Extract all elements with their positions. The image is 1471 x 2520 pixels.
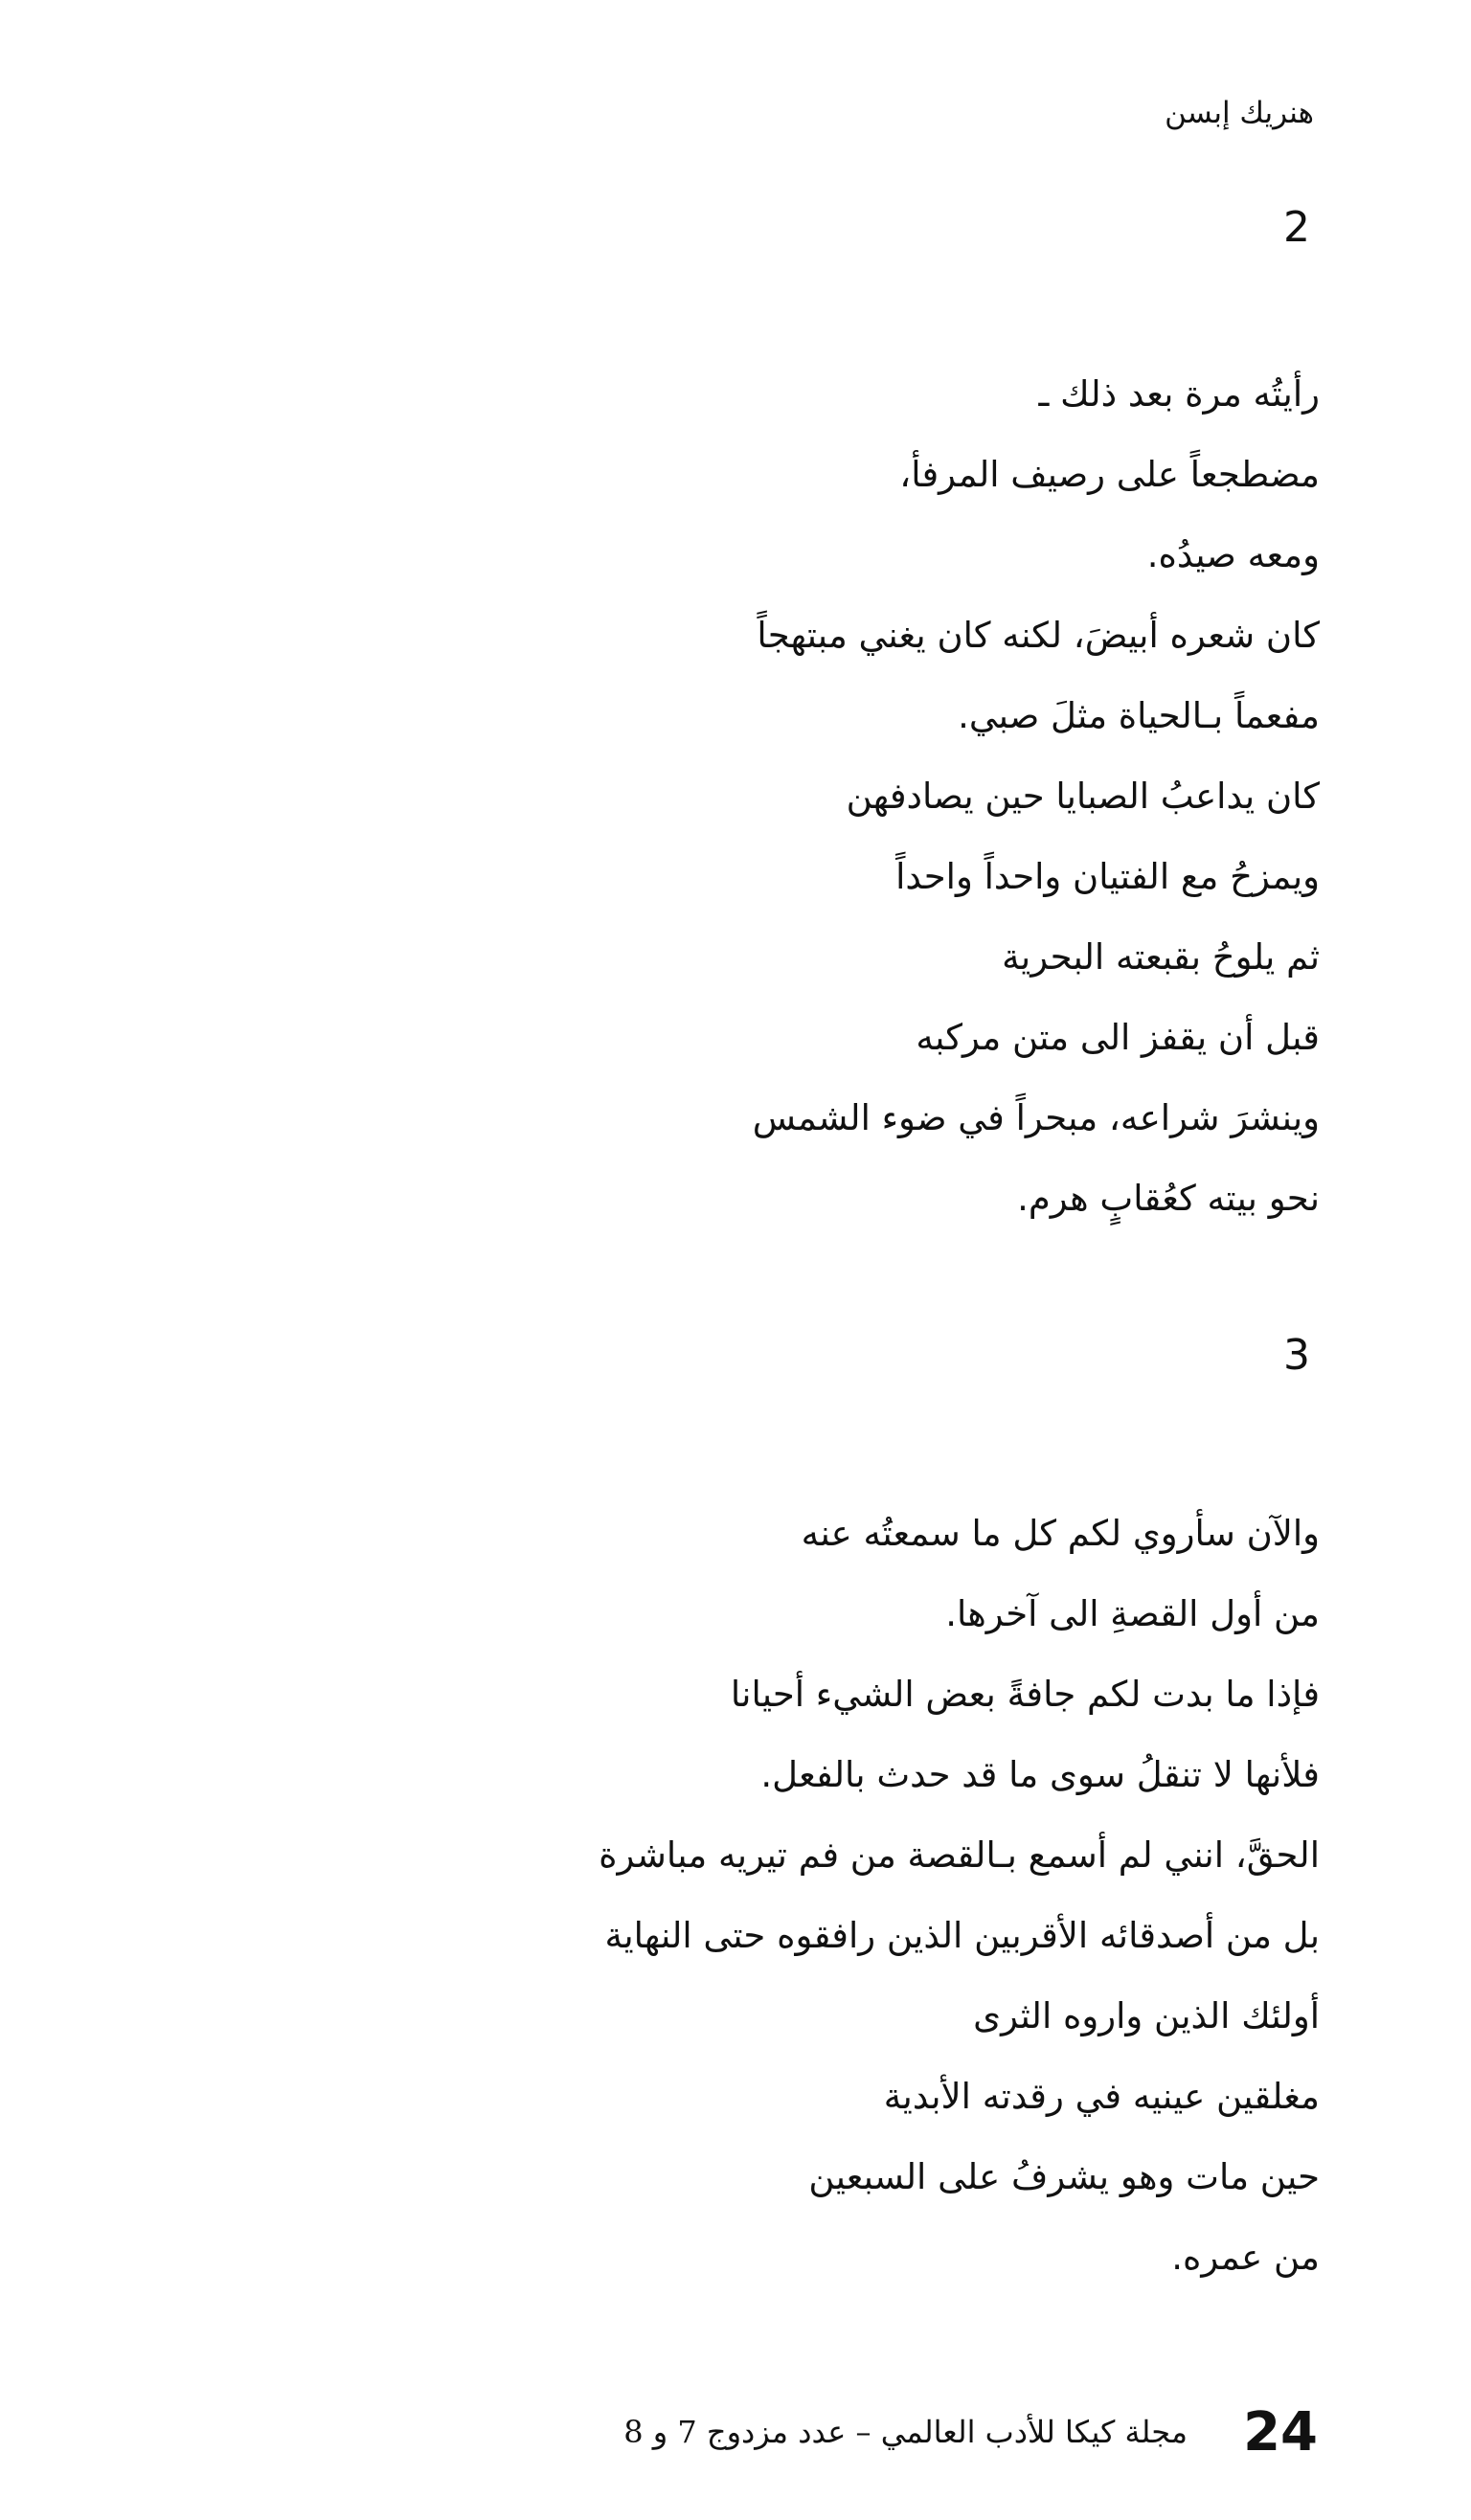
poem-line: من أول القصةِ الى آخرها. [945,1593,1320,1634]
poem-line: قبل أن يقفز الى متن مركبه [916,1017,1320,1058]
poem-line: حين مات وهو يشرفُ على السبعين [808,2156,1320,2197]
poem-line: بل من أصدقائه الأقربين الذين رافقوه حتى النهاية [604,1915,1320,1956]
page-footer [623,2394,1318,2470]
poem-line: مضطجعاً على رصيف المرفأ، [899,454,1320,495]
poem-line: مفعماً بـالحياة مثلَ صبي. [958,695,1320,736]
poem-line: وينشرَ شراعه، مبحراً في ضوء الشمس [752,1097,1320,1138]
author-header: هنريك إبسن [1165,96,1314,130]
page-number: 24 [1243,2400,1318,2464]
section-number-3: 3 [1283,1331,1310,1380]
poem-line: فإذا ما بدت لكم جافةً بعض الشيء أحيانا [730,1674,1320,1715]
poem-line: من عمره. [1171,2237,1320,2278]
poem-section-2 [266,354,1320,1239]
poem-line: أولئك الذين واروه الثرى [973,1995,1320,2036]
poem-line: رأيتُه مرة بعد ذلك ـ [1038,373,1320,415]
poem-line: ثم يلوحُ بقبعته البحرية [1002,936,1320,978]
journal-title: مجلة كيكا للأدب العالمي – عدد مزدوج 7 و 8 [623,2414,1188,2450]
poem-line: كان يداعبُ الصبايا حين يصادفهن [846,776,1320,817]
poem-line: فلأنها لا تنقلُ سوى ما قد حدث بالفعل. [760,1754,1320,1795]
poem-line: كان شعره أبيضَ، لكنه كان يغني مبتهجاً [757,615,1320,656]
poem-line: الحقَّ، انني لم أسمع بـالقصة من فم تيريه مباشرة [599,1834,1320,1876]
poem-line: ويمزحُ مع الفتيان واحداً واحداً [895,856,1320,897]
poem-line: ومعه صيدُه. [1146,534,1320,575]
poem-line: مغلقين عينيه في رقدته الأبدية [883,2076,1320,2117]
poem-line: نحو بيته كعُقابٍ هرم. [1017,1178,1320,1219]
section-number-2: 2 [1283,203,1310,252]
poem-line: والآن سأروي لكم كل ما سمعتُه عنه [801,1513,1320,1554]
poem-section-3 [266,1494,1320,2298]
